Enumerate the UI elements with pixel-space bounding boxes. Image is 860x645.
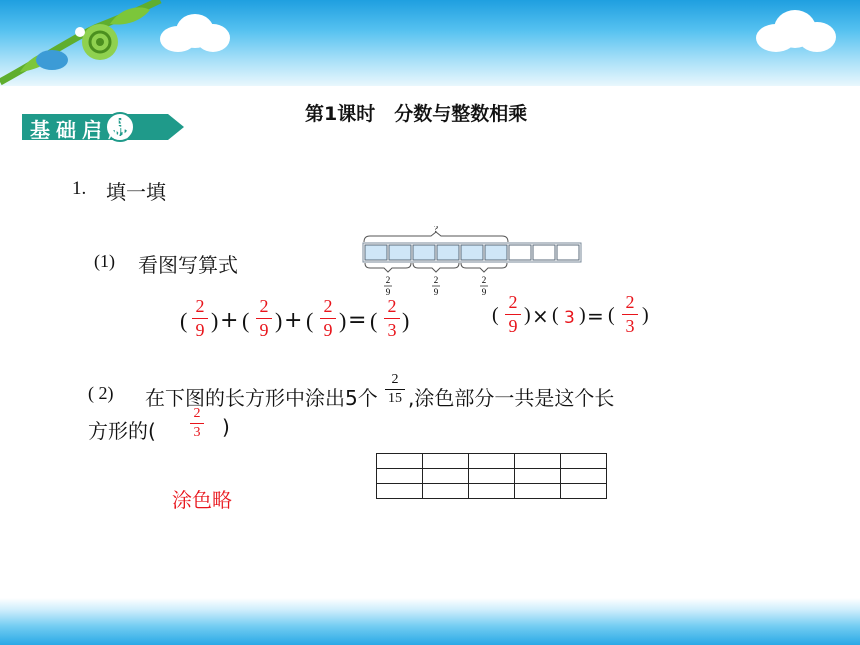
part2-line2-close: )	[222, 415, 230, 439]
grid-cell[interactable]	[423, 484, 469, 499]
paren-open-3: (	[306, 308, 314, 333]
exercise-title: 填一填	[106, 180, 166, 204]
grid-row	[377, 454, 607, 469]
sum-result-fraction	[384, 296, 400, 341]
empty-segment	[533, 245, 555, 260]
paren-close-4: )	[402, 308, 410, 333]
part2-fraction	[385, 372, 405, 407]
part2-answer-den: 3	[193, 425, 201, 440]
paren-open-2: (	[242, 308, 250, 333]
factor-num: 2	[508, 292, 518, 312]
term-3-fraction	[320, 296, 336, 341]
term-2-den: 9	[259, 320, 269, 340]
paren-open-1: (	[180, 308, 188, 333]
multiplier-answer: 3	[564, 308, 575, 328]
shaded-segment	[485, 245, 507, 260]
rectangle-grid	[376, 453, 607, 499]
section-badge	[18, 108, 188, 146]
grid-cell[interactable]	[377, 454, 423, 469]
term-1-num: 2	[195, 296, 205, 316]
group-label-num: 2	[481, 275, 487, 285]
part2-fraction-den: 15	[388, 391, 402, 406]
cloud-right	[756, 10, 836, 54]
exercise-number: 1.	[72, 178, 87, 199]
part2-answer-num: 2	[193, 406, 201, 421]
shaded-segment	[437, 245, 459, 260]
part2-fraction-num: 2	[391, 372, 399, 387]
group-label-den: 9	[433, 287, 439, 297]
badge-label: 基础启航	[30, 118, 134, 142]
part2-text-before: 在下图的长方形中涂出5个	[145, 386, 378, 410]
group-label-den: 9	[481, 287, 487, 297]
vine-illustration	[0, 0, 175, 90]
group-label-den: 9	[385, 287, 391, 297]
part2-label: ( 2)	[88, 383, 114, 403]
paren-close-m3: )	[642, 304, 649, 326]
grid-cell[interactable]	[469, 484, 515, 499]
group-brace	[413, 263, 459, 272]
part2-text-after: ,涂色部分一共是这个长	[408, 386, 615, 410]
group-label-num: 2	[385, 275, 391, 285]
shaded-segment	[413, 245, 435, 260]
term-2-fraction	[256, 296, 272, 341]
paren-close-m1: )	[524, 304, 531, 326]
group-label-num: 2	[433, 275, 439, 285]
term-1-fraction	[192, 296, 208, 341]
grid-cell[interactable]	[469, 454, 515, 469]
shading-note: 涂色略	[172, 488, 232, 512]
part1-label: (1)	[94, 251, 115, 271]
group-brace	[461, 263, 507, 272]
grid-cell[interactable]	[377, 469, 423, 484]
grid-table	[376, 453, 607, 499]
grid-cell[interactable]	[515, 454, 561, 469]
sum-result-den: 3	[387, 320, 397, 340]
shaded-segment	[389, 245, 411, 260]
empty-segment	[557, 245, 579, 260]
grid-cell[interactable]	[561, 454, 607, 469]
grid-cell[interactable]	[377, 484, 423, 499]
times-sign: ×	[532, 304, 549, 328]
grid-cell[interactable]	[515, 469, 561, 484]
term-2-num: 2	[259, 296, 269, 316]
paren-close-1: )	[211, 308, 219, 333]
grid-cell[interactable]	[561, 484, 607, 499]
addition-equation	[180, 296, 420, 348]
grid-cell[interactable]	[515, 484, 561, 499]
plus-sign-2: +	[284, 308, 303, 333]
empty-segment	[509, 245, 531, 260]
paren-close-m2: )	[579, 304, 586, 326]
paren-close-2: )	[275, 308, 283, 333]
grid-cell[interactable]	[423, 469, 469, 484]
factor-den: 9	[508, 316, 518, 336]
equals-sign-1: =	[348, 308, 367, 333]
equals-sign-2: =	[587, 304, 604, 328]
part2-answer-fraction	[190, 406, 204, 441]
product-result-fraction	[622, 292, 638, 337]
part1-prompt: 看图写算式	[138, 253, 238, 277]
multiplication-equation	[492, 292, 662, 344]
grid-row	[377, 484, 607, 499]
question-mark: ?	[434, 226, 438, 234]
grid-cell[interactable]	[561, 469, 607, 484]
term-3-num: 2	[323, 296, 333, 316]
part2-line2: 方形的(	[88, 419, 156, 443]
group-brace	[365, 263, 411, 272]
product-result-num: 2	[625, 292, 635, 312]
fraction-bar-diagram	[362, 226, 582, 298]
grid-cell[interactable]	[423, 454, 469, 469]
grid-cell[interactable]	[469, 469, 515, 484]
paren-open-m1: (	[492, 304, 499, 326]
bottom-banner	[0, 598, 860, 645]
plus-sign-1: +	[220, 308, 239, 333]
paren-close-3: )	[339, 308, 347, 333]
sum-result-num: 2	[387, 296, 397, 316]
shaded-segment	[461, 245, 483, 260]
term-3-den: 9	[323, 320, 333, 340]
paren-open-4: (	[370, 308, 378, 333]
term-1-den: 9	[195, 320, 205, 340]
lesson-title: 第1课时 分数与整数相乘	[305, 103, 528, 125]
paren-open-m2: (	[552, 304, 559, 326]
paren-open-m3: (	[608, 304, 615, 326]
factor-fraction	[505, 292, 521, 337]
grid-row	[377, 469, 607, 484]
shaded-segment	[365, 245, 387, 260]
product-result-den: 3	[625, 316, 635, 336]
diagram-svg	[362, 226, 582, 298]
